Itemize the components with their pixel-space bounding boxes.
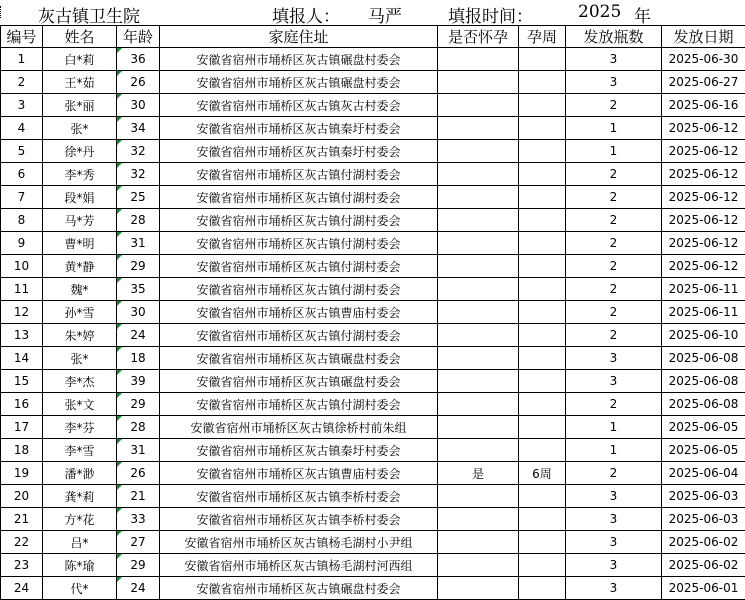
pregnant-cell[interactable] — [438, 393, 519, 416]
address-cell[interactable]: 安徽省宿州市埇桥区灰古镇付湖村委会 — [160, 324, 438, 347]
address-cell[interactable]: 安徽省宿州市埇桥区灰古镇曹庙村委会 — [160, 301, 438, 324]
name-cell[interactable]: 李*杰 — [43, 370, 117, 393]
pregnant-cell[interactable]: 是 — [438, 462, 519, 485]
age-cell[interactable]: 25 — [117, 186, 160, 209]
age-cell[interactable]: 29 — [117, 255, 160, 278]
address-cell[interactable]: 安徽省宿州市埇桥区灰古镇李桥村委会 — [160, 508, 438, 531]
bottle-count-cell[interactable]: 2 — [566, 163, 662, 186]
bottle-count-cell[interactable]: 1 — [566, 117, 662, 140]
distribution-date-cell[interactable]: 2025-06-11 — [662, 278, 745, 301]
name-cell[interactable]: 张*丽 — [43, 94, 117, 117]
name-cell[interactable]: 王*茹 — [43, 71, 117, 94]
address-cell[interactable]: 安徽省宿州市埇桥区灰古镇曹庙村委会 — [160, 462, 438, 485]
age-cell[interactable]: 29 — [117, 554, 160, 577]
table-header-row — [1, 26, 745, 48]
table-row — [1, 94, 745, 117]
pregnant-cell[interactable] — [438, 508, 519, 531]
distribution-date-cell[interactable]: 2025-06-05 — [662, 416, 745, 439]
report-year-unit: 年 — [634, 2, 651, 27]
distribution-date-cell[interactable]: 2025-06-30 — [662, 48, 745, 71]
name-cell[interactable]: 朱*婷 — [43, 324, 117, 347]
address-cell[interactable]: 安徽省宿州市埇桥区灰古镇付湖村委会 — [160, 255, 438, 278]
age-cell[interactable]: 27 — [117, 531, 160, 554]
distribution-date-cell[interactable]: 2025-06-04 — [662, 462, 745, 485]
bottle-count-cell[interactable]: 3 — [566, 485, 662, 508]
address-cell[interactable]: 安徽省宿州市埇桥区灰古镇杨毛湖村河西组 — [160, 554, 438, 577]
distribution-date-cell[interactable]: 2025-06-12 — [662, 140, 745, 163]
address-cell[interactable]: 安徽省宿州市埇桥区灰古镇付湖村委会 — [160, 232, 438, 255]
row-number-cell[interactable]: 24 — [1, 577, 43, 600]
bottle-count-cell[interactable]: 3 — [566, 347, 662, 370]
table-row — [1, 370, 745, 393]
pregnancy-week-cell[interactable] — [519, 186, 566, 209]
table-row — [1, 577, 745, 600]
pregnancy-week-cell[interactable] — [519, 48, 566, 71]
name-cell[interactable]: 张* — [43, 347, 117, 370]
distribution-date-cell[interactable]: 2025-06-11 — [662, 301, 745, 324]
pregnancy-week-cell[interactable] — [519, 485, 566, 508]
table-row — [1, 531, 745, 554]
pregnant-cell[interactable] — [438, 186, 519, 209]
bottle-count-cell[interactable]: 2 — [566, 209, 662, 232]
pregnancy-week-cell[interactable] — [519, 232, 566, 255]
bottle-count-cell[interactable]: 3 — [566, 71, 662, 94]
distribution-date-cell[interactable]: 2025-06-12 — [662, 117, 745, 140]
pregnancy-week-cell[interactable] — [519, 163, 566, 186]
bottle-count-cell[interactable]: 2 — [566, 232, 662, 255]
row-number-cell[interactable]: 11 — [1, 278, 43, 301]
age-cell[interactable]: 31 — [117, 439, 160, 462]
pregnant-cell[interactable] — [438, 48, 519, 71]
address-cell[interactable]: 安徽省宿州市埇桥区灰古镇秦圩村委会 — [160, 117, 438, 140]
name-cell[interactable]: 段*娟 — [43, 186, 117, 209]
pregnant-cell[interactable] — [438, 439, 519, 462]
row-number-cell[interactable]: 14 — [1, 347, 43, 370]
pregnant-cell[interactable] — [438, 117, 519, 140]
col-header-week[interactable]: 孕周 — [519, 26, 566, 48]
name-cell[interactable]: 代* — [43, 577, 117, 600]
bottle-count-cell[interactable]: 3 — [566, 531, 662, 554]
row-number-cell[interactable]: 17 — [1, 416, 43, 439]
address-cell[interactable]: 安徽省宿州市埇桥区灰古镇李桥村委会 — [160, 485, 438, 508]
row-number-cell[interactable]: 8 — [1, 209, 43, 232]
age-cell[interactable]: 24 — [117, 577, 160, 600]
address-cell[interactable]: 安徽省宿州市埇桥区灰古镇碾盘村委会 — [160, 577, 438, 600]
age-cell[interactable]: 29 — [117, 393, 160, 416]
pregnant-cell[interactable] — [438, 255, 519, 278]
pregnancy-week-cell[interactable] — [519, 439, 566, 462]
name-cell[interactable]: 黄*静 — [43, 255, 117, 278]
address-cell[interactable]: 安徽省宿州市埇桥区灰古镇付湖村委会 — [160, 186, 438, 209]
pregnancy-week-cell[interactable] — [519, 554, 566, 577]
table-row — [1, 301, 745, 324]
table-row — [1, 393, 745, 416]
table-row — [1, 278, 745, 301]
address-cell[interactable]: 安徽省宿州市埇桥区灰古镇碾盘村委会 — [160, 48, 438, 71]
table-row — [1, 485, 745, 508]
bottle-count-cell[interactable]: 3 — [566, 48, 662, 71]
pregnant-cell[interactable] — [438, 209, 519, 232]
table-row — [1, 347, 745, 370]
name-cell[interactable]: 吕* — [43, 531, 117, 554]
pregnancy-week-cell[interactable] — [519, 71, 566, 94]
distribution-date-cell[interactable]: 2025-06-27 — [662, 71, 745, 94]
table-body — [1, 48, 745, 600]
pregnant-cell[interactable] — [438, 140, 519, 163]
row-number-cell[interactable]: 19 — [1, 462, 43, 485]
row-number-cell[interactable]: 2 — [1, 71, 43, 94]
pregnant-cell[interactable] — [438, 485, 519, 508]
age-cell[interactable]: 36 — [117, 48, 160, 71]
row-number-cell[interactable]: 16 — [1, 393, 43, 416]
distribution-date-cell[interactable]: 2025-06-12 — [662, 255, 745, 278]
name-cell[interactable]: 马*芳 — [43, 209, 117, 232]
col-header-name[interactable]: 姓名 — [43, 26, 117, 48]
distribution-date-cell[interactable]: 2025-06-12 — [662, 186, 745, 209]
row-number-cell[interactable]: 1 — [1, 48, 43, 71]
row-number-cell[interactable]: 20 — [1, 485, 43, 508]
address-cell[interactable]: 安徽省宿州市埇桥区灰古镇杨毛湖村小尹组 — [160, 531, 438, 554]
table-row — [1, 117, 745, 140]
table-row — [1, 324, 745, 347]
pregnancy-week-cell[interactable] — [519, 94, 566, 117]
report-year: 2025 — [578, 2, 621, 22]
pregnancy-week-cell[interactable] — [519, 140, 566, 163]
pregnancy-week-cell[interactable] — [519, 255, 566, 278]
name-cell[interactable]: 魏* — [43, 278, 117, 301]
distribution-date-cell[interactable]: 2025-06-03 — [662, 485, 745, 508]
row-number-cell[interactable]: 15 — [1, 370, 43, 393]
row-number-cell[interactable]: 22 — [1, 531, 43, 554]
pregnant-cell[interactable] — [438, 232, 519, 255]
table-row — [1, 416, 745, 439]
hospital-name: 灰古镇卫生院 — [38, 2, 140, 27]
bottle-count-cell[interactable]: 2 — [566, 186, 662, 209]
table-row — [1, 439, 745, 462]
bottle-count-cell[interactable]: 2 — [566, 278, 662, 301]
row-number-cell[interactable]: 4 — [1, 117, 43, 140]
age-cell[interactable]: 31 — [117, 232, 160, 255]
pregnancy-week-cell[interactable] — [519, 531, 566, 554]
name-cell[interactable]: 张*文 — [43, 393, 117, 416]
age-cell[interactable]: 28 — [117, 416, 160, 439]
pregnancy-week-cell[interactable] — [519, 393, 566, 416]
age-cell[interactable]: 26 — [117, 462, 160, 485]
table-row — [1, 554, 745, 577]
address-cell[interactable]: 安徽省宿州市埇桥区灰古镇灰古村委会 — [160, 94, 438, 117]
row-number-cell[interactable]: 21 — [1, 508, 43, 531]
bottle-count-cell[interactable]: 1 — [566, 416, 662, 439]
distribution-date-cell[interactable]: 2025-06-12 — [662, 232, 745, 255]
distribution-date-cell[interactable]: 2025-06-10 — [662, 324, 745, 347]
pregnancy-week-cell[interactable] — [519, 301, 566, 324]
pregnancy-week-cell[interactable] — [519, 117, 566, 140]
distribution-date-cell[interactable]: 2025-06-12 — [662, 209, 745, 232]
address-cell[interactable]: 安徽省宿州市埇桥区灰古镇碾盘村委会 — [160, 370, 438, 393]
address-cell[interactable]: 安徽省宿州市埇桥区灰古镇付湖村委会 — [160, 209, 438, 232]
distribution-date-cell[interactable]: 2025-06-08 — [662, 347, 745, 370]
row-number-cell[interactable]: 5 — [1, 140, 43, 163]
table-row — [1, 186, 745, 209]
pregnant-cell[interactable] — [438, 531, 519, 554]
name-cell[interactable]: 李*芬 — [43, 416, 117, 439]
bottle-count-cell[interactable]: 2 — [566, 94, 662, 117]
row-number-cell[interactable]: 13 — [1, 324, 43, 347]
pregnancy-week-cell[interactable] — [519, 347, 566, 370]
distribution-date-cell[interactable]: 2025-06-01 — [662, 577, 745, 600]
distribution-date-cell[interactable]: 2025-06-12 — [662, 163, 745, 186]
table-row — [1, 209, 745, 232]
age-cell[interactable]: 30 — [117, 94, 160, 117]
row-number-cell[interactable]: 6 — [1, 163, 43, 186]
sheet-title-bar — [0, 0, 745, 25]
bottle-count-cell[interactable]: 1 — [566, 140, 662, 163]
row-number-cell[interactable]: 12 — [1, 301, 43, 324]
cell-edge-mark — [0, 6, 3, 18]
bottle-count-cell[interactable]: 2 — [566, 301, 662, 324]
pregnant-cell[interactable] — [438, 301, 519, 324]
pregnancy-week-cell[interactable] — [519, 209, 566, 232]
bottle-count-cell[interactable]: 3 — [566, 508, 662, 531]
pregnancy-week-cell[interactable] — [519, 577, 566, 600]
row-number-cell[interactable]: 3 — [1, 94, 43, 117]
pregnancy-week-cell[interactable] — [519, 508, 566, 531]
reporter-label: 填报人： — [272, 2, 340, 27]
col-header-no[interactable]: 编号 — [1, 26, 43, 48]
row-number-cell[interactable]: 9 — [1, 232, 43, 255]
age-cell[interactable]: 39 — [117, 370, 160, 393]
age-cell[interactable]: 26 — [117, 71, 160, 94]
pregnant-cell[interactable] — [438, 278, 519, 301]
age-cell[interactable]: 32 — [117, 163, 160, 186]
age-cell[interactable]: 18 — [117, 347, 160, 370]
distribution-date-cell[interactable]: 2025-06-02 — [662, 531, 745, 554]
row-number-cell[interactable]: 18 — [1, 439, 43, 462]
table-row — [1, 462, 745, 485]
row-number-cell[interactable]: 10 — [1, 255, 43, 278]
pregnant-cell[interactable] — [438, 71, 519, 94]
distribution-date-cell[interactable]: 2025-06-16 — [662, 94, 745, 117]
pregnant-cell[interactable] — [438, 577, 519, 600]
pregnancy-week-cell[interactable] — [519, 324, 566, 347]
address-cell[interactable]: 安徽省宿州市埇桥区灰古镇付湖村委会 — [160, 163, 438, 186]
pregnant-cell[interactable] — [438, 94, 519, 117]
pregnant-cell[interactable] — [438, 324, 519, 347]
bottle-count-cell[interactable]: 3 — [566, 370, 662, 393]
row-number-cell[interactable]: 7 — [1, 186, 43, 209]
table-row — [1, 508, 745, 531]
col-header-date[interactable]: 发放日期 — [662, 26, 745, 48]
name-cell[interactable]: 龚*莉 — [43, 485, 117, 508]
address-cell[interactable]: 安徽省宿州市埇桥区灰古镇碾盘村委会 — [160, 347, 438, 370]
bottle-count-cell[interactable]: 3 — [566, 554, 662, 577]
age-cell[interactable]: 35 — [117, 278, 160, 301]
col-header-count[interactable]: 发放瓶数 — [566, 26, 662, 48]
name-cell[interactable]: 方*花 — [43, 508, 117, 531]
col-header-address[interactable]: 家庭住址 — [160, 26, 438, 48]
pregnant-cell[interactable] — [438, 163, 519, 186]
table-row — [1, 255, 745, 278]
age-cell[interactable]: 34 — [117, 117, 160, 140]
pregnant-cell[interactable] — [438, 347, 519, 370]
table-row — [1, 140, 745, 163]
name-cell[interactable]: 李*雪 — [43, 439, 117, 462]
bottle-count-cell[interactable]: 2 — [566, 393, 662, 416]
address-cell[interactable]: 安徽省宿州市埇桥区灰古镇付湖村委会 — [160, 393, 438, 416]
distribution-date-cell[interactable]: 2025-06-03 — [662, 508, 745, 531]
age-cell[interactable]: 21 — [117, 485, 160, 508]
bottle-count-cell[interactable]: 2 — [566, 462, 662, 485]
table-row — [1, 71, 745, 94]
pregnancy-week-cell[interactable] — [519, 416, 566, 439]
age-cell[interactable]: 28 — [117, 209, 160, 232]
address-cell[interactable]: 安徽省宿州市埇桥区灰古镇秦圩村委会 — [160, 439, 438, 462]
distribution-date-cell[interactable]: 2025-06-05 — [662, 439, 745, 462]
date-label: 填报时间： — [448, 2, 533, 27]
name-cell[interactable]: 曹*明 — [43, 232, 117, 255]
table-row — [1, 48, 745, 71]
bottle-count-cell[interactable]: 2 — [566, 324, 662, 347]
name-cell[interactable]: 白*莉 — [43, 48, 117, 71]
pregnancy-week-cell[interactable] — [519, 370, 566, 393]
bottle-count-cell[interactable]: 1 — [566, 439, 662, 462]
name-cell[interactable]: 张* — [43, 117, 117, 140]
pregnant-cell[interactable] — [438, 554, 519, 577]
table-row — [1, 232, 745, 255]
bottle-count-cell[interactable]: 2 — [566, 255, 662, 278]
distribution-table — [0, 25, 745, 600]
distribution-date-cell[interactable]: 2025-06-08 — [662, 393, 745, 416]
name-cell[interactable]: 孙*雪 — [43, 301, 117, 324]
address-cell[interactable]: 安徽省宿州市埇桥区灰古镇徐桥村前朱组 — [160, 416, 438, 439]
col-header-pregnant[interactable]: 是否怀孕 — [438, 26, 519, 48]
table-row — [1, 163, 745, 186]
age-cell[interactable]: 30 — [117, 301, 160, 324]
pregnancy-week-cell[interactable] — [519, 278, 566, 301]
row-number-cell[interactable]: 23 — [1, 554, 43, 577]
reporter-name: 马严 — [368, 2, 402, 27]
age-cell[interactable]: 33 — [117, 508, 160, 531]
bottle-count-cell[interactable]: 3 — [566, 577, 662, 600]
address-cell[interactable]: 安徽省宿州市埇桥区灰古镇付湖村委会 — [160, 278, 438, 301]
name-cell[interactable]: 潘*渺 — [43, 462, 117, 485]
name-cell[interactable]: 陈*瑜 — [43, 554, 117, 577]
distribution-date-cell[interactable]: 2025-06-08 — [662, 370, 745, 393]
col-header-age[interactable]: 年龄 — [117, 26, 160, 48]
pregnancy-week-cell[interactable]: 6周 — [519, 462, 566, 485]
pregnant-cell[interactable] — [438, 370, 519, 393]
address-cell[interactable]: 安徽省宿州市埇桥区灰古镇秦圩村委会 — [160, 140, 438, 163]
age-cell[interactable]: 24 — [117, 324, 160, 347]
distribution-date-cell[interactable]: 2025-06-02 — [662, 554, 745, 577]
pregnant-cell[interactable] — [438, 416, 519, 439]
name-cell[interactable]: 徐*丹 — [43, 140, 117, 163]
address-cell[interactable]: 安徽省宿州市埇桥区灰古镇碾盘村委会 — [160, 71, 438, 94]
name-cell[interactable]: 李*秀 — [43, 163, 117, 186]
age-cell[interactable]: 32 — [117, 140, 160, 163]
